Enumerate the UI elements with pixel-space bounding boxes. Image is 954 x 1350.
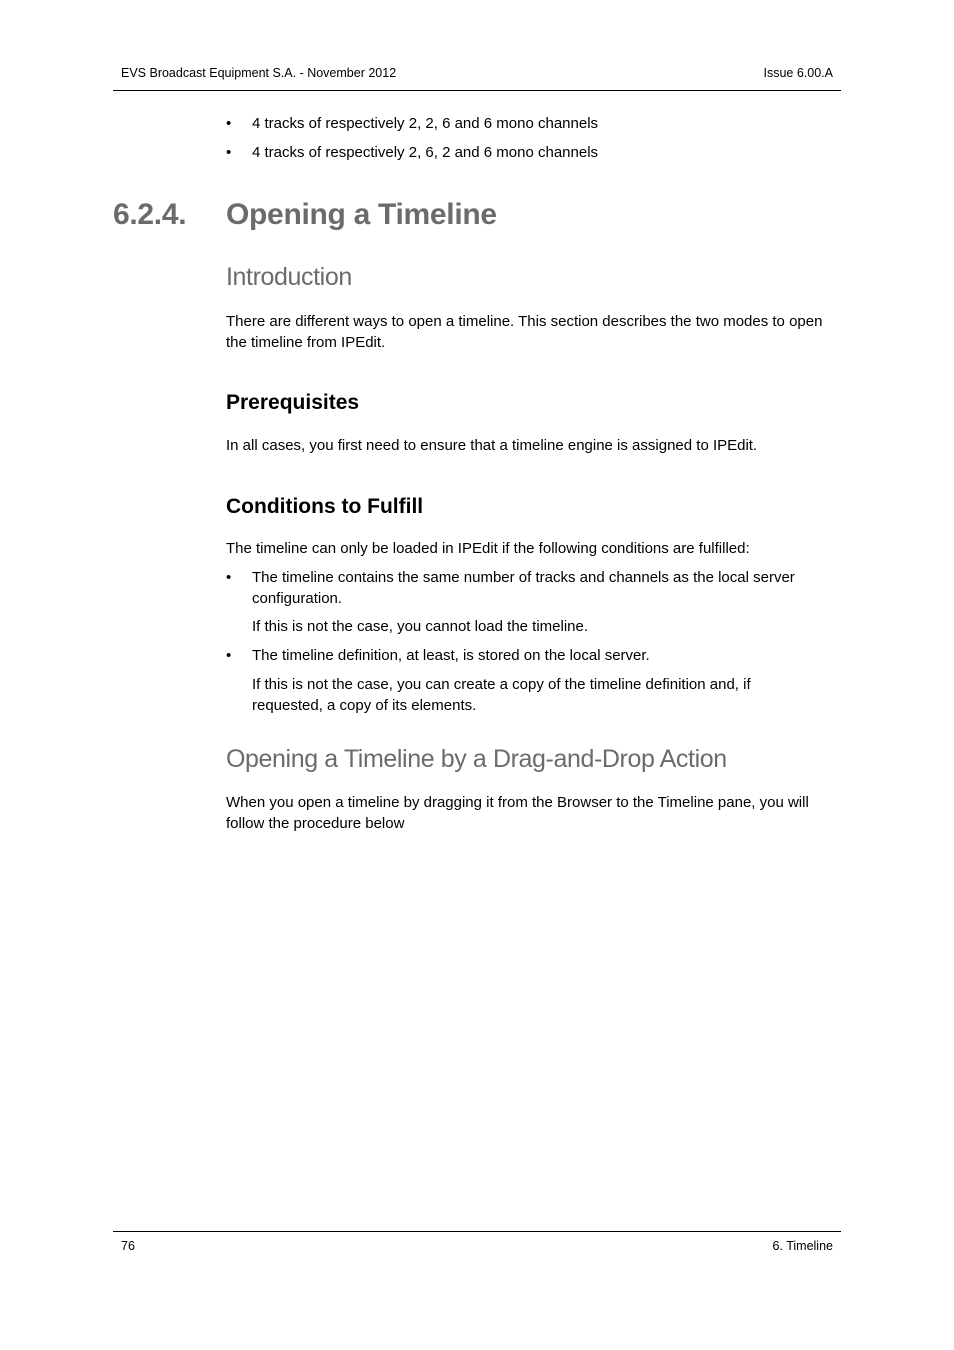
conditions-intro: The timeline can only be loaded in IPEdit if the following conditions are fulfilled: xyxy=(226,540,750,557)
bullet-icon: • xyxy=(226,647,232,664)
introduction-heading: Introduction xyxy=(226,263,352,291)
drag-drop-text: When you open a timeline by dragging it from the Browser to the Timeline pane, you will follow the procedure below xyxy=(226,794,809,832)
conditions-heading: Conditions to Fulfill xyxy=(226,495,424,518)
introduction-text: There are different ways to open a timeline. This section describes the two modes to open the timeline from IPEdit. xyxy=(226,313,823,351)
page-footer xyxy=(113,1231,841,1253)
bullet-icon: • xyxy=(226,569,232,586)
section-title: Opening a Timeline xyxy=(226,198,497,231)
page-number: 76 xyxy=(121,1239,135,1253)
list-item-text: The timeline definition, at least, is stored on the local server. xyxy=(252,647,650,664)
header-publisher: EVS Broadcast Equipment S.A. - November 2012 xyxy=(121,66,397,80)
section-number: 6.2.4. xyxy=(113,198,187,231)
prerequisites-heading: Prerequisites xyxy=(226,391,360,414)
drag-drop-heading: Opening a Timeline by a Drag-and-Drop Action xyxy=(226,745,727,773)
bullet-icon: • xyxy=(226,144,232,161)
chapter-name: 6. Timeline xyxy=(772,1239,833,1253)
list-item-text: 4 tracks of respectively 2, 6, 2 and 6 mono channels xyxy=(252,144,599,161)
list-item-note: If this is not the case, you cannot load the timeline. xyxy=(252,618,589,635)
header-issue: Issue 6.00.A xyxy=(763,66,833,80)
list-item-text: 4 tracks of respectively 2, 2, 6 and 6 mono channels xyxy=(252,115,599,132)
page-header xyxy=(113,60,841,91)
prerequisites-text: In all cases, you first need to ensure that a timeline engine is assigned to IPEdit. xyxy=(226,437,758,454)
list-item-note: If this is not the case, you can create a copy of the timeline definition and, if requested, a copy of its elements. xyxy=(252,676,751,714)
bullet-icon: • xyxy=(226,115,232,132)
list-item-text: The timeline contains the same number of tracks and channels as the local server configuration. xyxy=(252,569,795,607)
